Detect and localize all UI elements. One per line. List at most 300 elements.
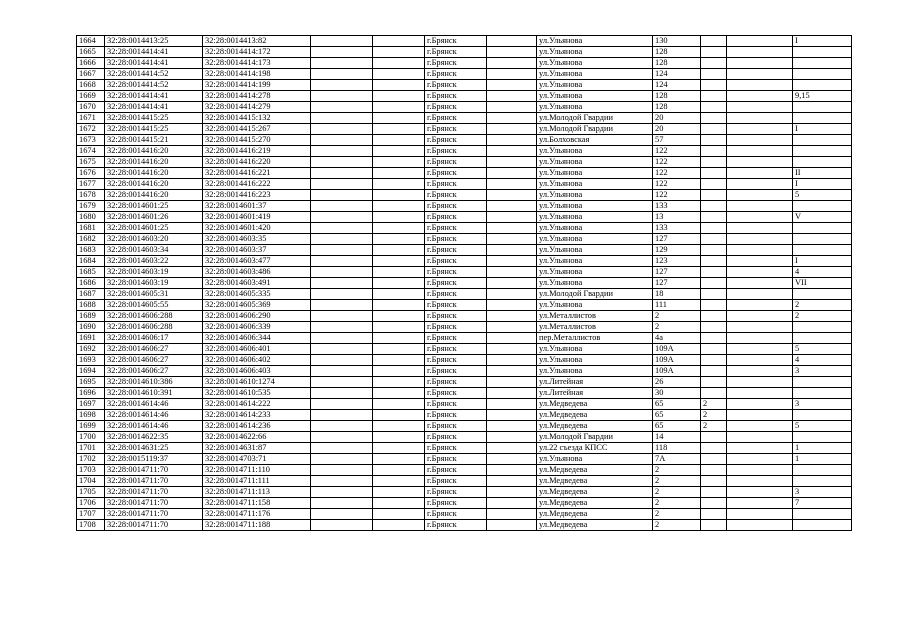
cell-house-number: 133 [653, 201, 701, 212]
cell-blank-col-4 [311, 454, 373, 465]
cell-premises: I [793, 124, 852, 135]
cell-premises [793, 476, 852, 487]
cell-land-cadastral-number: 32:28:0014416:20 [105, 157, 203, 168]
cell-house-number: 128 [653, 102, 701, 113]
cell-blank-col-5 [373, 355, 425, 366]
cell-blank-col-5 [373, 245, 425, 256]
table-row [77, 454, 852, 465]
cell-city: г.Брянск [425, 311, 487, 322]
cell-premises: 3 [793, 487, 852, 498]
cell-city: г.Брянск [425, 179, 487, 190]
cell-land-cadastral-number: 32:28:0014711:70 [105, 498, 203, 509]
cell-land-cadastral-number: 32:28:0014606:17 [105, 333, 203, 344]
table-row [77, 223, 852, 234]
cell-blank-col-4 [311, 58, 373, 69]
cell-blank-col-5 [373, 465, 425, 476]
cell-land-cadastral-number: 32:28:0014614:46 [105, 421, 203, 432]
cell-blank-col-11 [727, 388, 793, 399]
cell-city: г.Брянск [425, 36, 487, 47]
table-row [77, 47, 852, 58]
cell-house-number: 65 [653, 399, 701, 410]
cell-premises: 3 [793, 366, 852, 377]
cell-blank-col-7 [487, 113, 537, 124]
cell-building: 2 [701, 399, 727, 410]
cell-city: г.Брянск [425, 432, 487, 443]
cell-blank-col-4 [311, 245, 373, 256]
cell-building [701, 47, 727, 58]
cell-blank-col-7 [487, 377, 537, 388]
cell-row-number: 1706 [77, 498, 105, 509]
cell-object-cadastral-number: 32:28:0014605:369 [203, 300, 311, 311]
table-row [77, 234, 852, 245]
cell-building [701, 190, 727, 201]
cell-row-number: 1704 [77, 476, 105, 487]
cell-street: ул.Ульянова [537, 344, 653, 355]
table-row [77, 399, 852, 410]
cell-premises [793, 157, 852, 168]
cell-object-cadastral-number: 32:28:0014603:35 [203, 234, 311, 245]
cell-street: ул.Ульянова [537, 146, 653, 157]
cell-land-cadastral-number: 32:28:0014631:25 [105, 443, 203, 454]
cell-blank-col-11 [727, 58, 793, 69]
cell-object-cadastral-number: 32:28:0014614:222 [203, 399, 311, 410]
cell-city: г.Брянск [425, 80, 487, 91]
cell-blank-col-4 [311, 311, 373, 322]
cell-blank-col-4 [311, 267, 373, 278]
cell-street: ул.Молодой Гвардии [537, 113, 653, 124]
cell-blank-col-7 [487, 47, 537, 58]
cell-object-cadastral-number: 32:28:0014415:267 [203, 124, 311, 135]
cell-blank-col-11 [727, 245, 793, 256]
cell-building [701, 157, 727, 168]
cell-street: ул.Ульянова [537, 179, 653, 190]
cell-premises [793, 245, 852, 256]
cell-row-number: 1673 [77, 135, 105, 146]
cell-house-number: 122 [653, 157, 701, 168]
cell-house-number: 124 [653, 69, 701, 80]
cell-object-cadastral-number: 32:28:0014610:535 [203, 388, 311, 399]
cell-row-number: 1691 [77, 333, 105, 344]
cell-premises [793, 223, 852, 234]
table-row [77, 333, 852, 344]
cell-land-cadastral-number: 32:28:0014415:25 [105, 124, 203, 135]
cell-house-number: 128 [653, 47, 701, 58]
cell-blank-col-7 [487, 476, 537, 487]
cell-premises: 5 [793, 190, 852, 201]
cell-premises [793, 509, 852, 520]
cell-blank-col-5 [373, 212, 425, 223]
cell-blank-col-4 [311, 355, 373, 366]
cell-row-number: 1681 [77, 223, 105, 234]
cell-building [701, 432, 727, 443]
cell-street: ул.Ульянова [537, 102, 653, 113]
cell-blank-col-7 [487, 146, 537, 157]
cell-row-number: 1672 [77, 124, 105, 135]
cell-blank-col-4 [311, 520, 373, 531]
cell-row-number: 1665 [77, 47, 105, 58]
cell-city: г.Брянск [425, 91, 487, 102]
cell-city: г.Брянск [425, 212, 487, 223]
cell-blank-col-4 [311, 289, 373, 300]
cell-building [701, 58, 727, 69]
cell-city: г.Брянск [425, 102, 487, 113]
cell-blank-col-7 [487, 234, 537, 245]
cell-object-cadastral-number: 32:28:0014610:1274 [203, 377, 311, 388]
cell-building [701, 289, 727, 300]
cell-blank-col-4 [311, 399, 373, 410]
cell-object-cadastral-number: 32:28:0014416:220 [203, 157, 311, 168]
cell-blank-col-5 [373, 509, 425, 520]
cell-street: ул.Болховская [537, 135, 653, 146]
cell-city: г.Брянск [425, 157, 487, 168]
cell-land-cadastral-number: 32:28:0014601:26 [105, 212, 203, 223]
cell-blank-col-5 [373, 80, 425, 91]
cell-city: г.Брянск [425, 146, 487, 157]
cell-blank-col-5 [373, 267, 425, 278]
cell-object-cadastral-number: 32:28:0014416:219 [203, 146, 311, 157]
cell-building [701, 322, 727, 333]
table-row [77, 267, 852, 278]
cell-object-cadastral-number: 32:28:0014414:279 [203, 102, 311, 113]
cell-land-cadastral-number: 32:28:0014414:41 [105, 47, 203, 58]
cell-street: ул.Молодой Гвардии [537, 124, 653, 135]
cell-blank-col-11 [727, 36, 793, 47]
cell-street: ул.Ульянова [537, 366, 653, 377]
cell-blank-col-7 [487, 124, 537, 135]
cell-blank-col-7 [487, 432, 537, 443]
cell-object-cadastral-number: 32:28:0014416:223 [203, 190, 311, 201]
cell-building [701, 267, 727, 278]
cell-house-number: 7А [653, 454, 701, 465]
cell-land-cadastral-number: 32:28:0014605:55 [105, 300, 203, 311]
table-row [77, 311, 852, 322]
cell-city: г.Брянск [425, 256, 487, 267]
cell-blank-col-7 [487, 223, 537, 234]
cell-blank-col-4 [311, 223, 373, 234]
cell-land-cadastral-number: 32:28:0014610:391 [105, 388, 203, 399]
cell-land-cadastral-number: 32:28:0014416:20 [105, 179, 203, 190]
cell-blank-col-5 [373, 344, 425, 355]
cell-house-number: 128 [653, 58, 701, 69]
cell-blank-col-11 [727, 399, 793, 410]
cell-row-number: 1703 [77, 465, 105, 476]
cell-object-cadastral-number: 32:28:0014413:82 [203, 36, 311, 47]
cell-premises: 9,15 [793, 91, 852, 102]
table-row [77, 69, 852, 80]
cell-land-cadastral-number: 32:28:0014614:46 [105, 399, 203, 410]
table-row [77, 476, 852, 487]
cell-blank-col-4 [311, 487, 373, 498]
cell-row-number: 1683 [77, 245, 105, 256]
cell-street: ул.Ульянова [537, 157, 653, 168]
cell-blank-col-4 [311, 179, 373, 190]
cell-object-cadastral-number: 32:28:0014703:71 [203, 454, 311, 465]
cell-blank-col-11 [727, 91, 793, 102]
cell-house-number: 129 [653, 245, 701, 256]
table-row [77, 487, 852, 498]
cell-blank-col-11 [727, 465, 793, 476]
table-row [77, 102, 852, 113]
cell-land-cadastral-number: 32:28:0014605:31 [105, 289, 203, 300]
cell-blank-col-11 [727, 146, 793, 157]
cell-blank-col-4 [311, 157, 373, 168]
cell-blank-col-11 [727, 498, 793, 509]
cell-street: ул.Ульянова [537, 91, 653, 102]
table-row [77, 465, 852, 476]
cell-street: ул.Ульянова [537, 212, 653, 223]
cell-row-number: 1680 [77, 212, 105, 223]
cell-row-number: 1692 [77, 344, 105, 355]
cell-street: ул.22 съезда КПСС [537, 443, 653, 454]
cell-blank-col-5 [373, 322, 425, 333]
cell-blank-col-11 [727, 190, 793, 201]
cell-land-cadastral-number: 32:28:0014711:70 [105, 509, 203, 520]
table-row [77, 212, 852, 223]
cell-object-cadastral-number: 32:28:0014711:111 [203, 476, 311, 487]
cell-city: г.Брянск [425, 135, 487, 146]
cell-blank-col-7 [487, 311, 537, 322]
cell-building [701, 333, 727, 344]
cell-row-number: 1675 [77, 157, 105, 168]
cell-land-cadastral-number: 32:28:0014603:19 [105, 267, 203, 278]
cell-city: г.Брянск [425, 520, 487, 531]
cell-building [701, 256, 727, 267]
cell-row-number: 1679 [77, 201, 105, 212]
cell-street: ул.Молодой Гвардии [537, 432, 653, 443]
cell-blank-col-7 [487, 36, 537, 47]
cell-blank-col-5 [373, 135, 425, 146]
cell-premises: 1 [793, 443, 852, 454]
cell-building [701, 113, 727, 124]
cell-land-cadastral-number: 32:28:0014414:52 [105, 69, 203, 80]
cell-row-number: 1676 [77, 168, 105, 179]
cell-building [701, 245, 727, 256]
cell-blank-col-4 [311, 432, 373, 443]
cell-land-cadastral-number: 32:28:0014606:288 [105, 322, 203, 333]
cell-land-cadastral-number: 32:28:0014711:70 [105, 476, 203, 487]
table-row [77, 366, 852, 377]
cell-blank-col-11 [727, 179, 793, 190]
cell-blank-col-7 [487, 278, 537, 289]
cell-blank-col-5 [373, 487, 425, 498]
cell-blank-col-4 [311, 256, 373, 267]
cell-blank-col-11 [727, 124, 793, 135]
cell-street: ул.Ульянова [537, 245, 653, 256]
cell-row-number: 1668 [77, 80, 105, 91]
cell-object-cadastral-number: 32:28:0014606:339 [203, 322, 311, 333]
cell-premises [793, 465, 852, 476]
cell-street: ул.Ульянова [537, 47, 653, 58]
cell-row-number: 1666 [77, 58, 105, 69]
table-row [77, 113, 852, 124]
cell-land-cadastral-number: 32:28:0014622:35 [105, 432, 203, 443]
cell-blank-col-4 [311, 388, 373, 399]
cell-object-cadastral-number: 32:28:0014415:132 [203, 113, 311, 124]
cell-row-number: 1674 [77, 146, 105, 157]
cell-blank-col-7 [487, 388, 537, 399]
cell-house-number: 4а [653, 333, 701, 344]
cell-premises [793, 113, 852, 124]
cell-blank-col-5 [373, 443, 425, 454]
cell-object-cadastral-number: 32:28:0014606:344 [203, 333, 311, 344]
cell-land-cadastral-number: 32:28:0014414:41 [105, 102, 203, 113]
cell-blank-col-5 [373, 179, 425, 190]
cell-row-number: 1690 [77, 322, 105, 333]
table-row [77, 498, 852, 509]
cell-house-number: 123 [653, 256, 701, 267]
table-row [77, 146, 852, 157]
cell-blank-col-5 [373, 157, 425, 168]
cell-row-number: 1667 [77, 69, 105, 80]
cell-blank-col-7 [487, 58, 537, 69]
cell-premises: II [793, 168, 852, 179]
cell-object-cadastral-number: 32:28:0014416:221 [203, 168, 311, 179]
cell-blank-col-11 [727, 432, 793, 443]
cell-house-number: 2 [653, 498, 701, 509]
cell-land-cadastral-number: 32:28:0014606:27 [105, 366, 203, 377]
cell-city: г.Брянск [425, 498, 487, 509]
table-row [77, 432, 852, 443]
cell-land-cadastral-number: 32:28:0014414:41 [105, 58, 203, 69]
cell-blank-col-4 [311, 36, 373, 47]
cell-city: г.Брянск [425, 47, 487, 58]
table-row [77, 322, 852, 333]
cell-city: г.Брянск [425, 58, 487, 69]
cell-blank-col-11 [727, 289, 793, 300]
cell-premises [793, 102, 852, 113]
table-body [77, 36, 852, 531]
cell-land-cadastral-number: 32:28:0014416:20 [105, 190, 203, 201]
cell-land-cadastral-number: 32:28:0014603:19 [105, 278, 203, 289]
cell-city: г.Брянск [425, 190, 487, 201]
cell-land-cadastral-number: 32:28:0014606:27 [105, 355, 203, 366]
cell-blank-col-5 [373, 223, 425, 234]
cell-house-number: 122 [653, 168, 701, 179]
cell-blank-col-11 [727, 234, 793, 245]
cell-street: ул.Ульянова [537, 234, 653, 245]
cell-row-number: 1664 [77, 36, 105, 47]
cell-street: ул.Ульянова [537, 355, 653, 366]
cell-object-cadastral-number: 32:28:0014603:486 [203, 267, 311, 278]
cell-house-number: 124 [653, 80, 701, 91]
cell-house-number: 2 [653, 487, 701, 498]
cell-premises: 2 [793, 300, 852, 311]
cell-blank-col-11 [727, 311, 793, 322]
cell-building [701, 454, 727, 465]
cell-row-number: 1700 [77, 432, 105, 443]
cell-land-cadastral-number: 32:28:0014603:22 [105, 256, 203, 267]
cell-land-cadastral-number: 32:28:0014416:20 [105, 168, 203, 179]
cell-building [701, 69, 727, 80]
cell-blank-col-5 [373, 377, 425, 388]
cell-street: ул.Ульянова [537, 278, 653, 289]
cell-row-number: 1684 [77, 256, 105, 267]
cell-blank-col-5 [373, 300, 425, 311]
cell-street: ул.Медведева [537, 476, 653, 487]
cell-blank-col-4 [311, 366, 373, 377]
cell-street: ул.Металлистов [537, 322, 653, 333]
cell-house-number: 122 [653, 146, 701, 157]
cell-street: ул.Ульянова [537, 190, 653, 201]
cell-city: г.Брянск [425, 234, 487, 245]
cell-building [701, 146, 727, 157]
cell-house-number: 13 [653, 212, 701, 223]
cell-object-cadastral-number: 32:28:0014414:199 [203, 80, 311, 91]
cell-blank-col-7 [487, 135, 537, 146]
table-row [77, 36, 852, 47]
cell-house-number: 65 [653, 421, 701, 432]
cell-building [701, 179, 727, 190]
cell-blank-col-4 [311, 47, 373, 58]
cell-blank-col-7 [487, 179, 537, 190]
cell-blank-col-4 [311, 322, 373, 333]
cell-blank-col-5 [373, 289, 425, 300]
cell-city: г.Брянск [425, 201, 487, 212]
cell-city: г.Брянск [425, 421, 487, 432]
cell-house-number: 2 [653, 509, 701, 520]
cell-street: ул.Медведева [537, 509, 653, 520]
cell-object-cadastral-number: 32:28:0014606:401 [203, 344, 311, 355]
cell-street: ул.Ульянова [537, 256, 653, 267]
cell-building [701, 91, 727, 102]
cell-blank-col-4 [311, 377, 373, 388]
cell-row-number: 1669 [77, 91, 105, 102]
cell-blank-col-4 [311, 201, 373, 212]
cell-city: г.Брянск [425, 124, 487, 135]
cell-row-number: 1701 [77, 443, 105, 454]
cell-blank-col-5 [373, 124, 425, 135]
cell-land-cadastral-number: 32:28:0014603:20 [105, 234, 203, 245]
cell-city: г.Брянск [425, 388, 487, 399]
cell-row-number: 1696 [77, 388, 105, 399]
cell-street: ул.Медведева [537, 399, 653, 410]
cell-house-number: 65 [653, 410, 701, 421]
cell-premises [793, 58, 852, 69]
table-row [77, 355, 852, 366]
cell-row-number: 1699 [77, 421, 105, 432]
cell-blank-col-5 [373, 520, 425, 531]
cell-blank-col-4 [311, 476, 373, 487]
cell-land-cadastral-number: 32:28:0014711:70 [105, 465, 203, 476]
cell-blank-col-5 [373, 201, 425, 212]
cell-city: г.Брянск [425, 245, 487, 256]
cell-blank-col-5 [373, 454, 425, 465]
cell-land-cadastral-number: 32:28:0014711:70 [105, 520, 203, 531]
cell-row-number: 1697 [77, 399, 105, 410]
table-row [77, 168, 852, 179]
cell-blank-col-7 [487, 300, 537, 311]
cell-premises: 3 [793, 399, 852, 410]
cell-land-cadastral-number: 32:28:0014414:41 [105, 91, 203, 102]
cell-blank-col-5 [373, 190, 425, 201]
cell-building [701, 355, 727, 366]
cell-building [701, 311, 727, 322]
cell-object-cadastral-number: 32:28:0014606:402 [203, 355, 311, 366]
cell-building [701, 212, 727, 223]
cell-blank-col-5 [373, 69, 425, 80]
cell-blank-col-4 [311, 344, 373, 355]
cell-street: ул.Ульянова [537, 267, 653, 278]
cell-blank-col-4 [311, 168, 373, 179]
cell-premises [793, 432, 852, 443]
cell-blank-col-4 [311, 69, 373, 80]
cell-street: ул.Металлистов [537, 311, 653, 322]
cell-street: ул.Ульянова [537, 80, 653, 91]
table-row [77, 278, 852, 289]
cell-blank-col-11 [727, 102, 793, 113]
cell-building: 2 [701, 410, 727, 421]
cell-object-cadastral-number: 32:28:0014606:290 [203, 311, 311, 322]
